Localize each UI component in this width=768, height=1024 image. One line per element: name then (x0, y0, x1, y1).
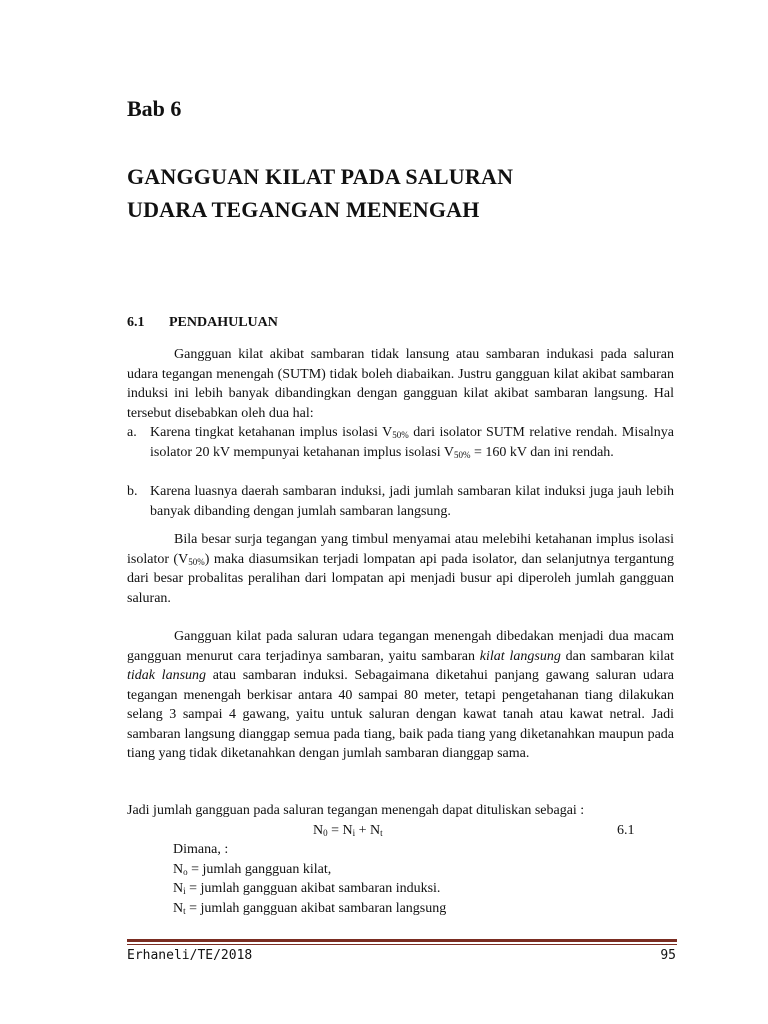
chapter-title-line-2: UDARA TEGANGAN MENENGAH (127, 197, 480, 222)
def-text: = jumlah gangguan akibat sambaran langsung (185, 900, 447, 916)
list-marker-b: b. (127, 484, 138, 499)
eq-subscript: t (380, 828, 383, 838)
list-item-b (127, 482, 674, 521)
def-subscript: i (183, 886, 186, 896)
eq-symbol: = N (327, 823, 353, 838)
eq-subscript: 0 (323, 828, 328, 838)
paragraph-surge-text-2: ) maka diasumsikan terjadi lompatan api pada isolator, dan selanjutnya tergantung dari besar probalitas peralihan dari lompatan api menjadi busur api diperoleh jumlah gangguan saluran. (127, 551, 675, 606)
def-subscript: t (183, 905, 186, 916)
chapter-title-line-1: GANGGUAN KILAT PADA SALURAN (127, 164, 514, 189)
footer-rule-thin (127, 944, 677, 945)
def-symbol: N (173, 881, 184, 896)
v50-subscript: 50% (188, 556, 205, 567)
paragraph-intro: Gangguan kilat akibat sambaran tidak lansung atau sambaran indukasi pada saluran udara tegangan menengah (SUTM) tidak boleh diabaikan. Justru gangguan kilat akibat sambaran induksi ini lebih banyak dibandingkan dengan gangguan kilat akibat sambaran langsung. Hal tersebut disebabkan oleh dua hal: (127, 347, 674, 421)
list-item-a-text-1: Karena tingkat ketahanan implus isolasi V (150, 425, 393, 440)
def-symbol: N (173, 900, 184, 916)
definition-item (173, 860, 446, 880)
eq-symbol: N (313, 823, 324, 838)
page-number: 95 (660, 948, 676, 963)
def-symbol: N (173, 861, 184, 877)
definitions-intro: Dimana, : (173, 842, 229, 857)
def-subscript: o (183, 866, 188, 877)
list-item-b-container (127, 482, 674, 521)
def-text: = jumlah gangguan kilat, (187, 861, 332, 877)
list-item-a-container (127, 423, 674, 462)
def-text: = jumlah gangguan akibat sambaran induksi. (185, 881, 441, 896)
list-item-a-text-2: dari isolator SUTM relative rendah. Misalnya isolator 20 kV mempunyai ketahanan implus isolasi V (150, 425, 675, 460)
paragraph-types-text-2: dan sambaran kilat (560, 648, 674, 664)
list-item-a-text-3: = 160 kV dan ini rendah. (470, 444, 614, 460)
list-item-b-text: Karena luasnya daerah sambaran induksi, jadi jumlah sambaran kilat induksi juga jauh lebih banyak dibanding dengan jumlah sambaran langsung. (150, 484, 674, 519)
eq-symbol: + N (355, 823, 381, 838)
paragraph-surge-text-1: Bila besar surja tegangan yang timbul menyamai atau melebihi ketahanan implus isolasi isolator (V (127, 532, 674, 567)
footer-rule-thick (127, 939, 677, 942)
paragraph-types (127, 627, 674, 764)
definition-item (173, 879, 446, 899)
paragraph-surge (127, 530, 674, 608)
paragraph-equation-intro: Jadi jumlah gangguan pada saluran tegangan menengah dapat dituliskan sebagai : (127, 803, 585, 818)
emphasis-indirect-lightning: tidak lansung (127, 668, 207, 683)
list-item-a (127, 423, 674, 462)
eq-subscript: i (352, 828, 356, 838)
equation-formula (313, 821, 383, 841)
section-heading (127, 315, 278, 331)
v50-subscript: 50% (453, 449, 471, 460)
definition-item (173, 899, 446, 919)
paragraph-types-text-1: Gangguan kilat pada saluran udara tegangan menengah dibedakan menjadi dua macam gangguan menurut cara terjadinya sambaran, yaitu sambaran (127, 629, 674, 664)
section-number: 6.1 (127, 315, 145, 330)
paragraph-types-text-3: atau sambaran induksi. Sebagaimana diketahui panjang gawang saluran udara tegangan menengah berkisar antara 40 sampai 80 meter, tetapi pengetahanan tiang dilakukan selang 3 sampai 4 gawang, yaitu untuk saluran dengan kawat tanah atau kawat netral. Jadi sambaran langsung dianggap semua pada tiang, baik pada tiang yang diketanahkan maupun pada tiang yang tidak diketanahkan dengan jumlah sambaran dianggap sama. (127, 668, 674, 761)
definitions-list (173, 840, 446, 918)
chapter-label: Bab 6 (127, 96, 182, 121)
emphasis-direct-lightning: kilat langsung (479, 648, 561, 664)
section-title: PENDAHULUAN (169, 315, 278, 330)
footer-author: Erhaneli/TE/2018 (127, 948, 253, 963)
v50-subscript: 50% (392, 430, 409, 440)
equation-number: 6.1 (617, 823, 635, 838)
chapter-title (127, 160, 513, 226)
list-marker-a: a. (127, 425, 137, 440)
